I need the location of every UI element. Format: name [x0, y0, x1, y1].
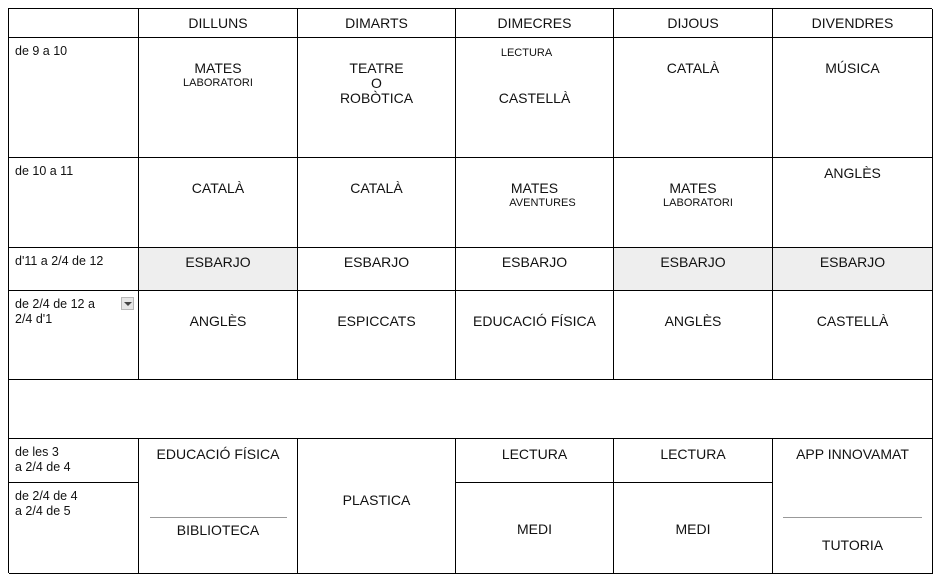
- dropdown-arrow-icon[interactable]: [121, 297, 134, 310]
- timetable: [8, 8, 932, 573]
- subject: CATALÀ: [666, 60, 720, 76]
- time-break[interactable]: [9, 248, 139, 291]
- time-1530[interactable]: [9, 483, 139, 574]
- cell-mon-9[interactable]: [139, 38, 298, 158]
- subject: EDUCACIÓ FÍSICA: [156, 446, 280, 462]
- subject-connector: O: [371, 75, 382, 91]
- subject-note: LECTURA: [500, 47, 553, 59]
- cell-thu-1530[interactable]: [614, 483, 773, 574]
- time-10-11[interactable]: [9, 158, 139, 248]
- cell-thu-9[interactable]: [614, 38, 773, 158]
- time-label: d'11 a 2/4 de 12: [15, 254, 104, 268]
- cell-tue-afternoon[interactable]: [298, 439, 456, 574]
- subject-note: LABORATORI: [663, 197, 733, 209]
- cell-wed-break[interactable]: [456, 248, 614, 291]
- subject: PLASTICA: [342, 492, 411, 508]
- cell-thu-break[interactable]: [614, 248, 773, 291]
- cell-fri-afternoon[interactable]: [773, 439, 933, 574]
- subject: CASTELLÀ: [498, 90, 571, 106]
- divider: [783, 517, 922, 518]
- cell-thu-midday[interactable]: [614, 291, 773, 380]
- subject: MÚSICA: [825, 60, 880, 76]
- header-tuesday[interactable]: DIMARTS: [298, 9, 456, 38]
- time-label-line1: de les 3: [15, 445, 59, 459]
- cell-wed-midday[interactable]: [456, 291, 614, 380]
- header-friday[interactable]: DIVENDRES: [773, 9, 933, 38]
- subject: LECTURA: [660, 446, 726, 462]
- cell-mon-midday[interactable]: [139, 291, 298, 380]
- subject: LECTURA: [501, 446, 568, 462]
- subject-alt: ROBÒTICA: [339, 90, 414, 106]
- cell-fri-break[interactable]: [773, 248, 933, 291]
- cell-thu-10[interactable]: [614, 158, 773, 248]
- subject: MEDI: [675, 521, 711, 537]
- header-corner[interactable]: [9, 9, 139, 38]
- time-label-line2: a 2/4 de 5: [15, 504, 71, 518]
- subject: BIBLIOTECA: [176, 522, 260, 538]
- time-label-line1: de 2/4 de 4: [15, 489, 78, 503]
- subject: CATALÀ: [350, 180, 403, 196]
- subject: MATES: [194, 60, 242, 76]
- cell-tue-break[interactable]: [298, 248, 456, 291]
- cell-fri-9[interactable]: [773, 38, 933, 158]
- cell-wed-15[interactable]: [456, 439, 614, 483]
- cell-mon-afternoon[interactable]: [139, 439, 298, 574]
- time-label: de 10 a 11: [15, 164, 74, 178]
- break-label: ESBARJO: [501, 254, 568, 270]
- subject: ANGLÈS: [824, 165, 881, 181]
- subject: CASTELLÀ: [816, 313, 889, 329]
- header-thursday[interactable]: DIJOUS: [614, 9, 773, 38]
- cell-wed-1530[interactable]: [456, 483, 614, 574]
- break-label: ESBARJO: [819, 254, 886, 270]
- subject: TUTORIA: [821, 537, 884, 553]
- subject: MATES: [669, 180, 717, 196]
- header-monday[interactable]: DILLUNS: [139, 9, 298, 38]
- subject: CATALÀ: [191, 180, 245, 196]
- cell-thu-15[interactable]: [614, 439, 773, 483]
- cell-wed-9[interactable]: [456, 38, 614, 158]
- cell-tue-midday[interactable]: [298, 291, 456, 380]
- subject-note: AVENTURES: [509, 197, 576, 209]
- header-wednesday[interactable]: DIMECRES: [456, 9, 614, 38]
- break-label: ESBARJO: [660, 254, 726, 270]
- subject: TEATRE: [349, 60, 404, 76]
- time-15[interactable]: [9, 439, 139, 483]
- cell-tue-9[interactable]: [298, 38, 456, 158]
- time-midday[interactable]: [9, 291, 139, 380]
- time-9-10[interactable]: [9, 38, 139, 158]
- break-label: ESBARJO: [185, 254, 251, 270]
- subject: APP INNOVAMAT: [796, 446, 909, 462]
- time-label-line2: 2/4 d'1: [15, 312, 53, 326]
- cell-mon-break[interactable]: [139, 248, 298, 291]
- cell-tue-10[interactable]: [298, 158, 456, 248]
- subject-note: LABORATORI: [183, 77, 253, 89]
- subject: EDUCACIÓ FÍSICA: [473, 313, 596, 329]
- cell-fri-10[interactable]: [773, 158, 933, 248]
- time-label: de 9 a 10: [15, 44, 68, 58]
- subject: ANGLÈS: [189, 313, 247, 329]
- cell-mon-10[interactable]: [139, 158, 298, 248]
- subject: ESPICCATS: [337, 313, 416, 329]
- divider: [150, 517, 287, 518]
- time-label-line1: de 2/4 de 12 a: [15, 297, 95, 311]
- break-label: ESBARJO: [343, 254, 410, 270]
- subject: ANGLÈS: [664, 313, 722, 329]
- subject: MEDI: [517, 521, 552, 537]
- time-label-line2: a 2/4 de 4: [15, 460, 71, 474]
- subject: MATES: [510, 180, 559, 196]
- cell-fri-midday[interactable]: [773, 291, 933, 380]
- lunch-row[interactable]: [9, 380, 933, 439]
- cell-wed-10[interactable]: [456, 158, 614, 248]
